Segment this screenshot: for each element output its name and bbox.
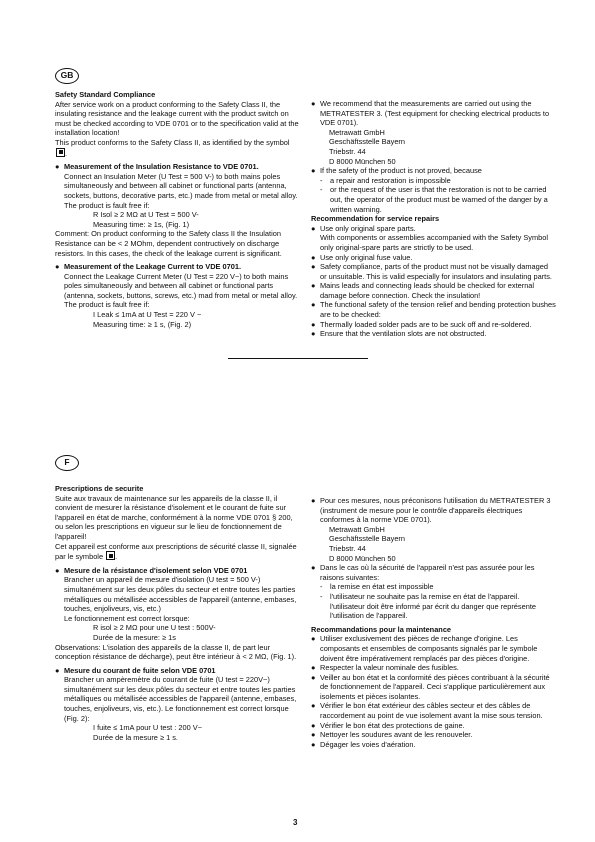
f-intro-text: Suite aux travaux de maintenance sur les appareils de la classe II, il convient de mesurer la résistance d'isolement et le courant de fuite sur l'appareil en état de marche, conformément à la norme VDE 0701 § 200, ou selon les prescriptions en vigueur sur le lieu de fonctionnement de l'appareil!	[55, 493, 293, 541]
bullet-icon: ●	[311, 329, 316, 339]
f-insulation-time: Durée de la mesure: ≥ 1s	[93, 632, 176, 642]
f-maint-item: Nettoyer les soudures avant de les renouveler.	[320, 730, 473, 740]
f-address-line: D 8000 München 50	[329, 553, 396, 563]
f-maintenance-title: Recommandations pour la maintenance	[311, 624, 452, 634]
f-maint-item: Vérifier le bon état des protections de gaine.	[320, 720, 465, 730]
f-insulation-text: Brancher un appareil de mesure d'isolation (U test = 500 V-) simultanément sur les deux pôles du secteur et entre toutes les parties métalliques ou métallisée accessibles de l'appareil (antenne, embases, touches, enjoliveurs, vis, etc.)	[64, 575, 297, 614]
f-dash-item: l'utilisateur ne souhaite pas la remise en état de l'appareil. l'utilisateur doit être informé par écrit du danger que représente l'utilisation de l'appareil.	[330, 591, 536, 621]
f-insulation-formula: R isol ≥ 2 MΩ pour une U test : 500V-	[93, 623, 216, 633]
gb-address-line: D 8000 München 50	[329, 156, 396, 166]
f-right-column: ● Pour ces mesures, nous préconisons l'utilisation du METRATESTER 3 (instrument de mesure pour le contrôle d'appareils électriques conformes à la norme VDE 0701). Metrawatt GmbH Geschäftsstelle Bayern Triebstr. 44 D 8000 München 50 ● Dans le cas où la sécurité de l'appareil n'est pas assurée pour les raisons suivantes: - la remise en état est impossible - l'utilisateur ne souhaite pas la remise en état de l'appareil. l'utilisateur doit être informé par écrit du danger que représente l'utilisation de l'appareil. Recommandations pour la maintenance ● Utiliser exclusivement des pièces de rechange d'origine. Les composants et ensembles de composants signalés par le symbole doivent être impérativement remplacés par des pièces d'origine. ● Respecter la valeur nominale des fusibles. ● Veiller au bon état et la conformité des pièces contribuant à la sécurité de fonctionnement de l'appareil. Ceci s'applique particulièrement aux isolements et pièces isolantes. ● Vérifier le bon état extérieur des câbles secteur et des câbles de raccordement au point de vue isolement avant la mise sous tension. ● Vérifier le bon état des protections de gaine. ● Nettoyer les soudures avant de les renouveler. ● Dégager les voies d'aération.	[311, 496, 556, 749]
f-insulation-title: Mesure de la résistance d'isolement selon VDE 0701	[64, 565, 248, 575]
bullet-icon: ●	[311, 720, 316, 730]
bullet-icon: ●	[311, 701, 316, 711]
f-leakage-formula: I fuite ≤ 1mA pour U test : 200 V~	[93, 723, 203, 733]
f-observations: Observations: L'isolation des appareils de la classe II, de part leur conception résistance de décharge), peut être intérieur à < 2 MΩ, (Fig. 1).	[55, 642, 297, 662]
gb-repair-item: Use only original fuse value.	[320, 252, 413, 262]
bullet-icon: ●	[55, 565, 60, 575]
f-leakage-text: Brancher un ampèremètre du courant de fuite (U test = 220V~) simultanément sur les deux pôles du secteur et entre toutes les parties métalliques ou métallisée accessibles de l'appareil (antenne, embases, touches, enjoliveurs, vis, etc.). Le fonctionnement est correct lorsque (Fig. 2):	[64, 675, 297, 723]
gb-intro-text: After service work on a product conforming to the Safety Class II, the insulating resistance and the leakage current with the product switch on must be checked according to VDE 0701 or to the specification valid at the installation location!	[55, 99, 299, 138]
gb-class-symbol-text: This product conforms to the Safety Class II, as identified by the symbol	[55, 137, 290, 147]
f-leakage-title: Mesure du courant de fuite selon VDE 0701	[64, 665, 216, 675]
f-maint-item: Dégager les voies d'aération.	[320, 739, 416, 749]
gb-repair-item-note: With components or assemblies accompanied with the Safety Symbol only original-spare parts are strictly to be used.	[320, 233, 548, 252]
f-class-symbol-text: Cet appareil est conforme aux prescriptions de sécurité classe II, signalée par le symbole	[55, 541, 297, 562]
bullet-icon: ●	[311, 99, 316, 108]
gb-left-column	[55, 90, 301, 329]
bullet-icon: ●	[311, 563, 316, 573]
f-left-column	[55, 484, 301, 742]
bullet-icon: ●	[311, 262, 316, 272]
f-not-assured-text: Dans le cas où la sécurité de l'appareil n'est pas assurée pour les raisons suivantes:	[320, 563, 535, 582]
gb-leakage-time: Measuring time: ≥ 1 s, (Fig. 2)	[93, 319, 192, 329]
bullet-icon: ●	[311, 634, 316, 644]
f-insulation-ok: Le fonctionnement est correct lorsque:	[64, 613, 190, 623]
gb-repair-item: Thermally loaded solder pads are to be suck off and re-soldered.	[320, 319, 532, 329]
gb-insulation-title: Measurement of the Insulation Resistance to VDE 0701.	[64, 162, 259, 172]
bullet-icon: ●	[311, 252, 316, 262]
gb-address-line: Triebstr. 44	[329, 146, 366, 156]
gb-not-proved-text: If the safety of the product is not proved, because	[320, 166, 482, 176]
language-badge-f: F	[55, 455, 79, 471]
language-badge-gb: GB	[55, 68, 79, 84]
bullet-icon: ●	[55, 665, 60, 675]
f-dash-item: la remise en état est impossible	[330, 582, 434, 592]
gb-insulation-time: Measuring time: ≥ 1s, (Fig. 1)	[93, 219, 190, 229]
gb-repairs-title: Recommendation for service repairs	[311, 214, 440, 224]
gb-insulation-formula: R Isol ≥ 2 MΩ at U Test = 500 V-	[93, 210, 199, 220]
gb-dash-item: or the request of the user is that the restoration is not to be carried out, the operator of the product must be warned of the danger by a written warning.	[330, 185, 548, 214]
gb-right-column: ● We recommend that the measurements are carried out using the METRATESTER 3. (Test equipment for checking electrical products to VDE 0701). Metrawatt GmbH Geschäftsstelle Bayern Triebstr. 44 D 8000 München 50 ● If the safety of the product is not proved, because - a repair and restoration is impossible - or the request of the user is that the restoration is not to be carried out, the operator of the product must be warned of the danger by a written warning. Recommendation for service repairs ● Use only original spare parts. With components or assemblies accompanied with the Safety Symbol only original-spare parts are strictly to be used. ● Use only original fuse value. ● Safety compliance, parts of the product must not be visually damaged or unsuitable. This is valid especially for insulators and insulating parts. ● Mains leads and connecting leads should be checked for external damage before connection. Check the insulation! ● The functional safety of the tension relief and bending protection bushes are to be checked: ● Thermally loaded solder pads are to be suck off and re-soldered. ● Ensure that the ventilation slots are not obstructed.	[311, 99, 556, 339]
gb-repair-item: Use only original spare parts.	[320, 223, 416, 233]
gb-address-line: Geschäftsstelle Bayern	[329, 137, 405, 147]
gb-leakage-formula: I Leak ≤ 1mA at U Test = 220 V ~	[93, 310, 202, 320]
f-maint-item: Utiliser exclusivement des pièces de rechange d'origine. Les composants et ensembles de composants signalés par le symbole doivent être impérativement remplacés par des pièces d'origine.	[320, 634, 538, 663]
gb-recommend-text: We recommend that the measurements are carried out using the METRATESTER 3. (Test equipment for checking electrical products to VDE 0701).	[320, 99, 550, 128]
f-section-title: Prescriptions de securite	[55, 484, 144, 493]
bullet-icon: ●	[311, 223, 316, 233]
class-ii-symbol-icon	[106, 551, 115, 560]
gb-leakage-title: Measurement of the Leakage Current to VDE 0701.	[64, 262, 242, 272]
gb-insulation-text: Connect an Insulation Meter (U Test = 500 V-) to both mains poles simultaneously and between all cabinet or functional parts (antenna, sockets, buttons, decorative parts, etc.) made from metal or metal alloy. The product is fault free if:	[64, 171, 298, 210]
section-divider	[228, 358, 368, 359]
gb-class-symbol-line: This product conforms to the Safety Class II, as identified by the symbol .	[55, 137, 290, 158]
bullet-icon: ●	[311, 663, 316, 673]
gb-comment: Comment: On product conforming to the Safety class II the Insulation Resistance can be < 2 MOhm, dependent contructively on discharge resistors. In this cases, the check of the leakage current is significant.	[55, 229, 282, 258]
bullet-icon: ●	[311, 672, 316, 682]
f-maint-item: Respecter la valeur nominale des fusibles.	[320, 663, 459, 673]
page-number: 3	[293, 818, 298, 827]
class-ii-symbol-icon	[56, 148, 65, 157]
gb-leakage-text: Connect the Leakage Current Meter (U Test = 220 V~) to both mains poles simultaneously and between all cabinet or functional parts (antenna, sockets, buttons, screws, etc.) mad from metal or metal alloy. The product is fault free if:	[64, 271, 298, 310]
f-maint-item: Veiller au bon état et la conformité des pièces contribuant à la sécurité de fonctionnement de l'appareil. Ceci s'applique particulièrement aux isolements et pièces isolantes.	[320, 672, 550, 701]
bullet-icon: ●	[55, 162, 60, 172]
f-address-line: Metrawatt GmbH	[329, 524, 385, 534]
gb-section-title: Safety Standard Compliance	[55, 90, 156, 99]
gb-repair-item: Mains leads and connecting leads should be checked for external damage before connection. Check the insulation!	[320, 281, 535, 300]
bullet-icon: ●	[311, 319, 316, 329]
bullet-icon: ●	[311, 300, 316, 310]
bullet-icon: ●	[311, 281, 316, 291]
f-leakage-time: Durée de la mesure ≥ 1 s.	[93, 732, 178, 742]
f-address-line: Geschäftsstelle Bayern	[329, 534, 405, 544]
gb-repair-item: Safety compliance, parts of the product must not be visually damaged or unsuitable. This is valid especially for insulators and insulating parts.	[320, 262, 552, 281]
f-recommend-text: Pour ces mesures, nous préconisons l'utilisation du METRATESTER 3 (instrument de mesure pour le contrôle d'appareils électriques conformes à la norme VDE 0701).	[320, 496, 551, 525]
bullet-icon: ●	[311, 739, 316, 749]
gb-address-line: Metrawatt GmbH	[329, 127, 385, 137]
gb-repair-item: Ensure that the ventilation slots are not obstructed.	[320, 329, 487, 339]
bullet-icon: ●	[311, 730, 316, 740]
f-maint-item: Vérifier le bon état extérieur des câbles secteur et des câbles de raccordement au point de vue isolement avant la mise sous tension.	[320, 701, 543, 721]
bullet-icon: ●	[311, 166, 316, 176]
gb-dash-item: a repair and restoration is impossible	[330, 175, 451, 185]
f-class-symbol-line: Cet appareil est conforme aux prescriptions de sécurité classe II, signalée par le symbole .	[55, 541, 297, 562]
f-address-line: Triebstr. 44	[329, 543, 366, 553]
bullet-icon: ●	[311, 496, 316, 505]
bullet-icon: ●	[55, 262, 60, 272]
gb-repair-item: The functional safety of the tension relief and bending protection bushes are to be checked:	[320, 300, 556, 320]
